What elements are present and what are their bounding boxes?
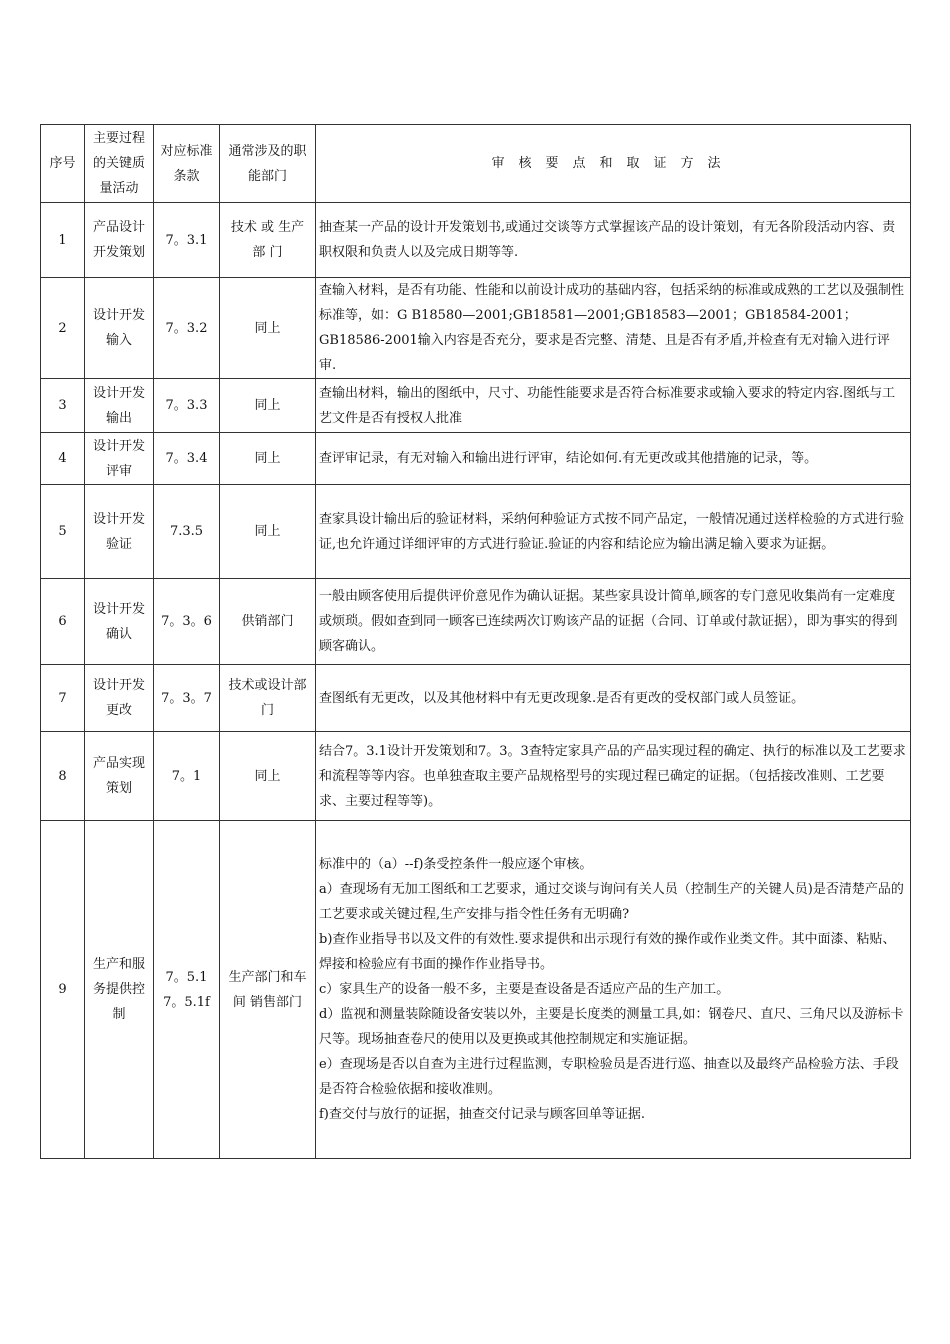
header-seq: 序号	[41, 125, 85, 203]
header-clause: 对应标准条款	[154, 125, 220, 203]
cell-clause: 7。3.1	[154, 203, 220, 278]
method-paragraph: 查输出材料，输出的图纸中，尺寸、功能性能要求是否符合标准要求或输入要求的特定内容.图纸与工艺文件是否有授权人批准	[319, 385, 896, 426]
cell-seq: 9	[41, 821, 85, 1159]
cell-dept: 同上	[220, 278, 316, 379]
method-paragraph: c）家具生产的设备一般不多，主要是查设备是否适应产品的生产加工。	[319, 982, 730, 997]
cell-clause: 7。3.4	[154, 433, 220, 485]
cell-dept: 同上	[220, 379, 316, 433]
audit-table	[40, 124, 911, 1159]
cell-seq: 6	[41, 579, 85, 665]
table-row	[41, 278, 911, 379]
cell-clause: 7。5.1 7。5.1f	[154, 821, 220, 1159]
cell-seq: 4	[41, 433, 85, 485]
table-row	[41, 821, 911, 1159]
table-row	[41, 203, 911, 278]
method-paragraph: e）查现场是否以自查为主进行过程监测，专职检验员是否进行巡、抽查以及最终产品检验方法、手段是否符合检验依据和接收准则。	[319, 1057, 899, 1097]
cell-method	[316, 732, 911, 821]
cell-activity: 设计开发输出	[85, 379, 154, 433]
cell-seq: 3	[41, 379, 85, 433]
table-header-row	[41, 125, 911, 203]
cell-dept: 供销部门	[220, 579, 316, 665]
cell-clause: 7。1	[154, 732, 220, 821]
method-paragraph: 一般由顾客使用后提供评价意见作为确认证据。某些家具设计简单,顾客的专门意见收集尚有一定难度或烦琐。假如查到同一顾客已连续两次订购该产品的证据（合同、订单或付款证据），即为事实的得到顾客确认。	[319, 589, 898, 654]
table-row	[41, 485, 911, 579]
cell-seq: 2	[41, 278, 85, 379]
cell-clause: 7。3。7	[154, 665, 220, 732]
cell-dept: 生产部门和车间 销售部门	[220, 821, 316, 1159]
cell-dept: 同上	[220, 433, 316, 485]
cell-activity: 设计开发验证	[85, 485, 154, 579]
table-row	[41, 732, 911, 821]
method-paragraph: d）监视和测量装除随设备安装以外，主要是长度类的测量工具,如：钢卷尺、直尺、三角尺以及游标卡尺等。现场抽查卷尺的使用以及更换或其他控制规定和实施证据。	[319, 1007, 904, 1047]
cell-dept: 技术 或 生产 部 门	[220, 203, 316, 278]
cell-activity: 设计开发输入	[85, 278, 154, 379]
cell-method	[316, 433, 911, 485]
cell-activity: 产品设计开发策划	[85, 203, 154, 278]
method-paragraph: 查评审记录，有无对输入和输出进行评审，结论如何.有无更改或其他措施的记录，等。	[319, 451, 818, 466]
cell-seq: 5	[41, 485, 85, 579]
method-paragraph: a）查现场有无加工图纸和工艺要求，通过交谈与询问有关人员（控制生产的关键人员)是否清楚产品的工艺要求或关键过程,生产安排与指令性任务有无明确?	[319, 882, 904, 922]
cell-seq: 1	[41, 203, 85, 278]
method-paragraph: f)查交付与放行的证据，抽查交付记录与顾客回单等证据.	[319, 1107, 646, 1122]
cell-method	[316, 203, 911, 278]
cell-method	[316, 665, 911, 732]
table-row	[41, 579, 911, 665]
table-row	[41, 379, 911, 433]
cell-activity: 生产和服务提供控制	[85, 821, 154, 1159]
cell-method	[316, 379, 911, 433]
cell-seq: 7	[41, 665, 85, 732]
table-row	[41, 433, 911, 485]
cell-seq: 8	[41, 732, 85, 821]
header-activity: 主要过程的关键质量活动	[85, 125, 154, 203]
cell-activity: 产品实现策划	[85, 732, 154, 821]
cell-activity: 设计开发更改	[85, 665, 154, 732]
method-paragraph: 查家具设计输出后的验证材料，采纳何种验证方式按不同产品定，一般情况通过送样检验的方式进行验证,也允许通过详细评审的方式进行验证.验证的内容和结论应为输出满足输入要求为证据。	[319, 511, 905, 552]
cell-method	[316, 485, 911, 579]
cell-activity: 设计开发确认	[85, 579, 154, 665]
method-paragraph: 查输入材料，是否有功能、性能和以前设计成功的基础内容，包括采纳的标准或成熟的工艺以及强制性标准等，如：G B18580—2001;GB18581—2001;GB18583—2001；GB18584-2001；GB18586-2001输入内容是否充分，要求是否完整、清楚、且是否有矛盾,并检查有无对输入进行评审.	[319, 283, 905, 373]
header-dept: 通常涉及的职能部门	[220, 125, 316, 203]
method-paragraph: 结合7。3.1设计开发策划和7。3。3查特定家具产品的产品实现过程的确定、执行的标准以及工艺要求和流程等等内容。也单独查取主要产品规格型号的实现过程已确定的证据。（包括接改准则、工艺要求、主要过程等等)。	[319, 743, 906, 809]
cell-method	[316, 821, 911, 1159]
method-paragraph: 标准中的（a）--f)条受控条件一般应逐个审核。	[319, 857, 593, 872]
cell-activity: 设计开发评审	[85, 433, 154, 485]
method-paragraph: 查图纸有无更改，以及其他材料中有无更改现象.是否有更改的受权部门或人员签证。	[319, 690, 805, 706]
cell-method	[316, 579, 911, 665]
method-paragraph: 抽查某一产品的设计开发策划书,或通过交谈等方式掌握该产品的设计策划，有无各阶段活动内容、责职权限和负责人以及完成日期等等.	[319, 220, 896, 260]
cell-dept: 同上	[220, 485, 316, 579]
cell-clause: 7。3.2	[154, 278, 220, 379]
cell-method	[316, 278, 911, 379]
method-paragraph: b)查作业指导书以及文件的有效性.要求提供和出示现行有效的操作或作业类文件。其中面漆、粘贴、焊接和检验应有书面的操作作业指导书。	[319, 932, 896, 972]
cell-clause: 7。3。6	[154, 579, 220, 665]
cell-clause: 7。3.3	[154, 379, 220, 433]
cell-dept: 同上	[220, 732, 316, 821]
table-row	[41, 665, 911, 732]
cell-clause: 7.3.5	[154, 485, 220, 579]
header-method: 审核要点和取证方法	[316, 125, 911, 203]
cell-dept: 技术或设计部门	[220, 665, 316, 732]
